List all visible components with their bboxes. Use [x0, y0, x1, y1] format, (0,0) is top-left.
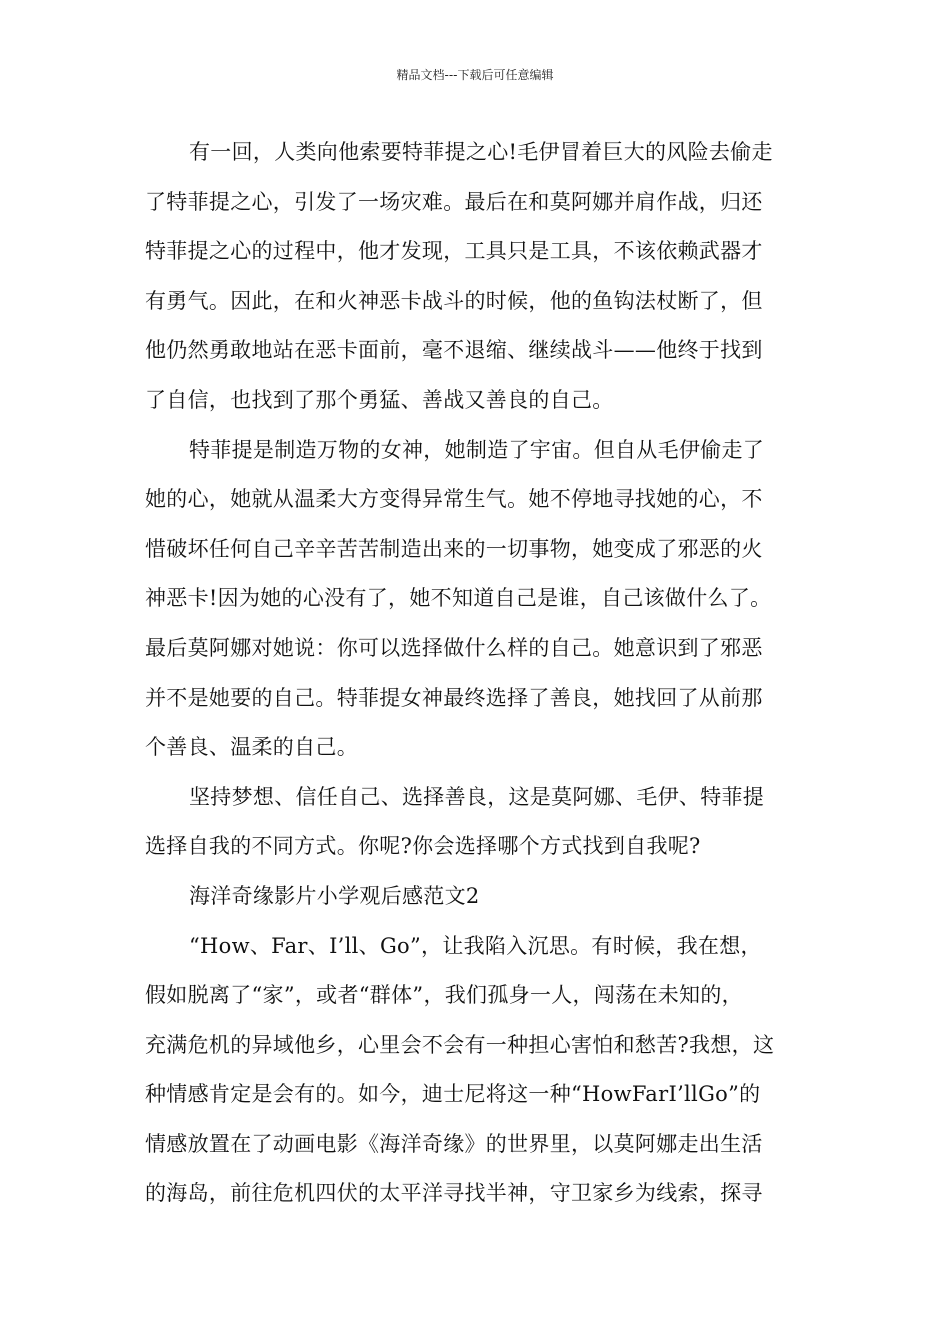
text-line: 了特菲提之心，引发了一场灾难。最后在和莫阿娜并肩作战，归还	[145, 189, 763, 214]
text-line: 特菲提是制造万物的女神，她制造了宇宙。但自从毛伊偷走了	[189, 437, 765, 462]
text-line: “How、Far、I’ll、Go”，让我陷入沉思。有时候，我在想，	[189, 933, 762, 958]
text-line: 充满危机的异域他乡，心里会不会有一种担心害怕和愁苦?我想，这	[145, 1032, 775, 1057]
text-line: 假如脱离了“家”，或者“群体”，我们孤身一人，闯荡在未知的，	[145, 983, 743, 1008]
text-line: 最后莫阿娜对她说：你可以选择做什么样的自己。她意识到了邪恶	[145, 635, 763, 660]
text-line: 神恶卡!因为她的心没有了，她不知道自己是谁，自己该做什么了。	[145, 586, 772, 611]
text-line: 个善良、温柔的自己。	[145, 735, 358, 760]
text-line: 海洋奇缘影片小学观后感范文2	[189, 883, 480, 908]
text-line: 了自信，也找到了那个勇猛、善战又善良的自己。	[145, 387, 614, 412]
text-line: 并不是她要的自己。特菲提女神最终选择了善良，她找回了从前那	[145, 685, 763, 710]
text-line: 惜破坏任何自己辛辛苦苦制造出来的一切事物，她变成了邪恶的火	[145, 536, 763, 561]
text-line: 他仍然勇敢地站在恶卡面前，毫不退缩、继续战斗——他终于找到	[145, 338, 763, 363]
text-line: 选择自我的不同方式。你呢?你会选择哪个方式找到自我呢?	[145, 834, 701, 859]
body-text	[145, 128, 811, 1219]
text-line: 坚持梦想、信任自己、选择善良，这是莫阿娜、毛伊、特菲提	[189, 784, 765, 809]
text-line: 种情感肯定是会有的。如今，迪士尼将这一种“HowFarI’llGo”的	[145, 1082, 761, 1107]
text-line: 她的心，她就从温柔大方变得异常生气。她不停地寻找她的心，不	[145, 487, 763, 512]
text-line: 有勇气。因此，在和火神恶卡战斗的时候，他的鱼钩法杖断了，但	[145, 288, 763, 313]
text-line: 有一回，人类向他索要特菲提之心!毛伊冒着巨大的风险去偷走	[189, 140, 773, 164]
page-header: 精品文档---下载后可任意编辑	[396, 68, 554, 82]
text-line: 情感放置在了动画电影《海洋奇缘》的世界里，以莫阿娜走出生活	[145, 1131, 763, 1156]
text-line: 特菲提之心的过程中，他才发现，工具只是工具，不该依赖武器才	[145, 239, 763, 264]
text-line: 的海岛，前往危机四伏的太平洋寻找半神，守卫家乡为线索，探寻	[145, 1181, 763, 1206]
